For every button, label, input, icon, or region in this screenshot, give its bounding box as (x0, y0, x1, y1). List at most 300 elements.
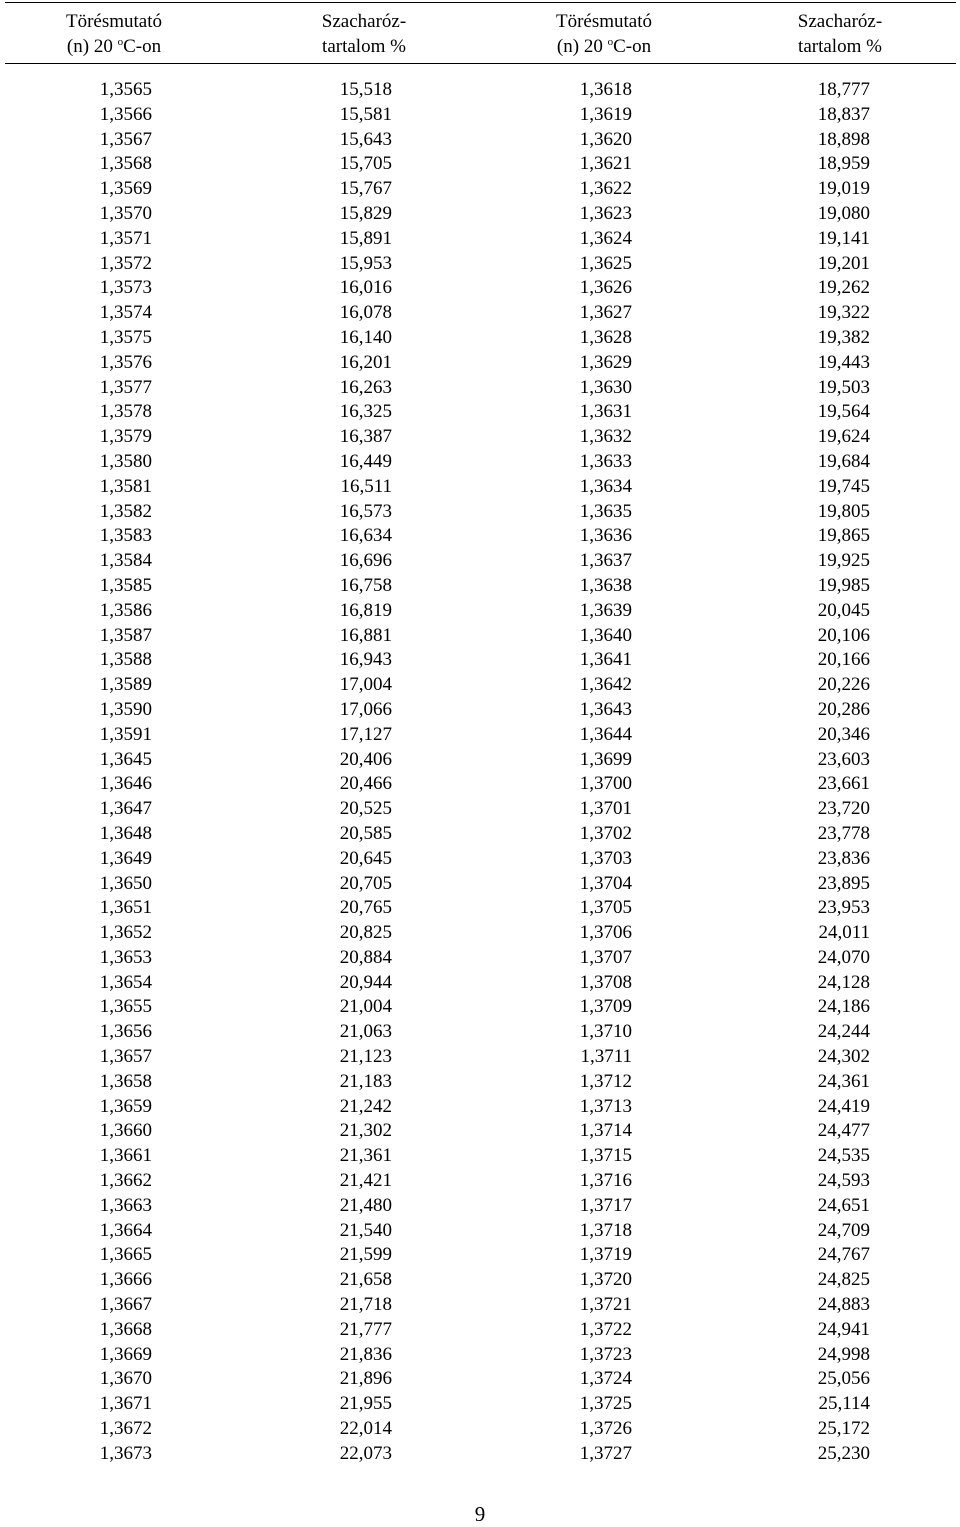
table-row (0, 425, 960, 450)
header-line (514, 34, 694, 59)
table-row (0, 1343, 960, 1368)
refractive-index-cell: 1,3627 (579, 302, 632, 324)
table-row (0, 276, 960, 301)
sucrose-content-cell: 20,045 (817, 599, 870, 621)
sucrose-content-cell: 16,819 (339, 599, 392, 621)
refractive-index-cell: 1,3572 (99, 252, 152, 274)
refractive-index-cell: 1,3652 (99, 922, 152, 944)
sucrose-content-cell: 15,705 (339, 153, 392, 175)
refractive-index-cell: 1,3700 (579, 773, 632, 795)
sucrose-content-cell: 24,070 (817, 946, 870, 968)
sucrose-content-cell: 24,593 (817, 1170, 870, 1192)
sucrose-content-cell: 24,128 (817, 971, 870, 993)
refractive-index-cell: 1,3725 (579, 1393, 632, 1415)
table-row (0, 376, 960, 401)
sucrose-content-cell: 15,581 (339, 103, 392, 125)
refractive-index-cell: 1,3661 (99, 1145, 152, 1167)
sucrose-content-cell: 20,585 (339, 822, 392, 844)
sucrose-content-cell: 16,078 (339, 302, 392, 324)
sucrose-content-cell: 16,449 (339, 450, 392, 472)
sucrose-content-cell: 20,106 (817, 624, 870, 646)
table-row (0, 103, 960, 128)
sucrose-content-cell: 20,166 (817, 649, 870, 671)
sucrose-content-cell: 24,011 (818, 922, 870, 944)
table-row (0, 1442, 960, 1467)
header-text: C-on (613, 36, 652, 57)
refractive-index-cell: 1,3723 (579, 1343, 632, 1365)
refractive-index-cell: 1,3711 (580, 1046, 632, 1068)
refractive-index-cell: 1,3587 (99, 624, 152, 646)
refractive-index-cell: 1,3706 (579, 922, 632, 944)
sucrose-content-cell: 25,172 (817, 1418, 870, 1440)
table-row (0, 475, 960, 500)
refractive-index-cell: 1,3673 (99, 1442, 152, 1464)
sucrose-content-cell: 18,777 (817, 79, 870, 100)
sucrose-content-cell: 24,477 (817, 1120, 870, 1142)
table-row (0, 1268, 960, 1293)
refractive-index-cell: 1,3660 (99, 1120, 152, 1142)
sucrose-content-cell: 21,955 (339, 1393, 392, 1415)
sucrose-content-cell: 16,140 (339, 326, 392, 348)
refractive-index-cell: 1,3653 (99, 946, 152, 968)
table-row (0, 301, 960, 326)
sucrose-content-cell: 18,959 (817, 153, 870, 175)
sucrose-content-cell: 21,836 (339, 1343, 392, 1365)
table-row (0, 1367, 960, 1392)
refractive-index-cell: 1,3588 (99, 649, 152, 671)
sucrose-content-cell: 21,302 (339, 1120, 392, 1142)
table-row (0, 1144, 960, 1169)
sucrose-content-cell: 20,525 (339, 798, 392, 820)
refractive-index-cell: 1,3631 (579, 401, 632, 423)
refractive-index-cell: 1,3718 (579, 1219, 632, 1241)
refractive-index-cell: 1,3659 (99, 1095, 152, 1117)
table-row (0, 227, 960, 252)
sucrose-content-cell: 16,387 (339, 426, 392, 448)
refractive-index-cell: 1,3669 (99, 1343, 152, 1365)
sucrose-content-cell: 25,114 (818, 1393, 870, 1415)
table-row (0, 1095, 960, 1120)
table-row (0, 128, 960, 153)
table-row (0, 152, 960, 177)
sucrose-content-cell: 25,230 (817, 1442, 870, 1464)
header-text: (n) 20 (66, 36, 118, 57)
refractive-index-cell: 1,3628 (579, 326, 632, 348)
table-row (0, 1020, 960, 1045)
refractive-index-cell: 1,3582 (99, 500, 152, 522)
sucrose-content-cell: 16,016 (339, 277, 392, 299)
table-row (0, 599, 960, 624)
refractive-index-cell: 1,3584 (99, 550, 152, 572)
sucrose-content-cell: 19,443 (817, 351, 870, 373)
sucrose-content-cell: 18,898 (817, 128, 870, 150)
sucrose-content-cell: 20,645 (339, 847, 392, 869)
sucrose-content-cell: 24,244 (817, 1021, 870, 1043)
sucrose-content-cell: 21,063 (339, 1021, 392, 1043)
sucrose-content-cell: 21,718 (339, 1294, 392, 1316)
refractive-index-cell: 1,3719 (579, 1244, 632, 1266)
sucrose-content-cell: 23,895 (817, 872, 870, 894)
sucrose-content-cell: 19,985 (817, 574, 870, 596)
header-text: C-on (123, 36, 162, 57)
refractive-index-cell: 1,3649 (99, 847, 152, 869)
sucrose-content-cell: 19,564 (817, 401, 870, 423)
refractive-index-cell: 1,3672 (99, 1418, 152, 1440)
header-line (24, 34, 204, 59)
refractive-index-cell: 1,3647 (99, 798, 152, 820)
sucrose-content-cell: 19,624 (817, 426, 870, 448)
header-line: tartalom % (322, 36, 406, 57)
sucrose-content-cell: 15,767 (339, 178, 392, 200)
refractive-index-cell: 1,3645 (99, 748, 152, 770)
refractive-index-cell: 1,3722 (579, 1318, 632, 1340)
header-bottom-rule (5, 63, 956, 64)
sucrose-content-cell: 19,322 (817, 302, 870, 324)
refractive-index-cell: 1,3703 (579, 847, 632, 869)
refractive-index-cell: 1,3632 (579, 426, 632, 448)
sucrose-content-cell: 20,346 (817, 723, 870, 745)
refractive-index-cell: 1,3654 (99, 971, 152, 993)
sucrose-content-cell: 21,896 (339, 1368, 392, 1390)
refractive-index-cell: 1,3636 (579, 525, 632, 547)
table-row (0, 252, 960, 277)
refractive-index-cell: 1,3639 (579, 599, 632, 621)
refractive-index-cell: 1,3566 (99, 103, 152, 125)
refractive-index-cell: 1,3724 (579, 1368, 632, 1390)
refractive-index-cell: 1,3662 (99, 1170, 152, 1192)
sucrose-content-cell: 21,361 (339, 1145, 392, 1167)
table-row (0, 822, 960, 847)
sucrose-content-cell: 21,421 (339, 1170, 392, 1192)
refractive-index-cell: 1,3707 (579, 946, 632, 968)
degree-superscript: o (117, 36, 124, 48)
refractive-index-cell: 1,3637 (579, 550, 632, 572)
table-row (0, 177, 960, 202)
header-line: tartalom % (798, 36, 882, 57)
refractive-index-cell: 1,3567 (99, 128, 152, 150)
sucrose-content-cell: 16,758 (339, 574, 392, 596)
table-row (0, 326, 960, 351)
sucrose-content-cell: 24,535 (817, 1145, 870, 1167)
sucrose-content-cell: 21,540 (339, 1219, 392, 1241)
sucrose-content-cell: 24,998 (817, 1343, 870, 1365)
sucrose-content-cell: 16,263 (339, 376, 392, 398)
refractive-index-cell: 1,3651 (99, 897, 152, 919)
refractive-index-cell: 1,3619 (579, 103, 632, 125)
refractive-index-cell: 1,3625 (579, 252, 632, 274)
table-top-rule (5, 2, 956, 3)
table-row (0, 524, 960, 549)
sucrose-content-cell: 21,183 (339, 1070, 392, 1092)
sucrose-content-cell: 16,943 (339, 649, 392, 671)
refractive-index-cell: 1,3568 (99, 153, 152, 175)
table-row (0, 1293, 960, 1318)
header-line: Szacharóz- (797, 11, 883, 32)
sucrose-content-cell: 19,201 (817, 252, 870, 274)
sucrose-content-cell: 19,382 (817, 326, 870, 348)
sucrose-content-cell: 15,953 (339, 252, 392, 274)
sucrose-content-cell: 22,014 (339, 1418, 392, 1440)
refractive-index-cell: 1,3634 (579, 475, 632, 497)
refractive-index-cell: 1,3710 (579, 1021, 632, 1043)
table-row (0, 648, 960, 673)
sucrose-content-cell: 24,883 (817, 1294, 870, 1316)
sucrose-content-cell: 20,944 (339, 971, 392, 993)
header-line: Törésmutató (555, 11, 653, 32)
refractive-index-cell: 1,3664 (99, 1219, 152, 1241)
refractive-index-cell: 1,3576 (99, 351, 152, 373)
table-row (0, 549, 960, 574)
sucrose-content-cell: 18,837 (817, 103, 870, 125)
refractive-index-cell: 1,3629 (579, 351, 632, 373)
sucrose-content-cell: 19,684 (817, 450, 870, 472)
sucrose-content-cell: 19,503 (817, 376, 870, 398)
refractive-index-cell: 1,3579 (99, 426, 152, 448)
table-row (0, 723, 960, 748)
table-row (0, 797, 960, 822)
sucrose-content-cell: 19,805 (817, 500, 870, 522)
table-row (0, 351, 960, 376)
table-row (0, 772, 960, 797)
sucrose-content-cell: 21,599 (339, 1244, 392, 1266)
table-row (0, 78, 960, 103)
refractive-index-cell: 1,3727 (579, 1442, 632, 1464)
refractive-index-cell: 1,3699 (579, 748, 632, 770)
sucrose-content-cell: 15,643 (339, 128, 392, 150)
sucrose-content-cell: 20,884 (339, 946, 392, 968)
degree-superscript: o (607, 36, 614, 48)
refractive-index-cell: 1,3665 (99, 1244, 152, 1266)
refractive-index-cell: 1,3726 (579, 1418, 632, 1440)
refractive-index-cell: 1,3585 (99, 574, 152, 596)
refractive-index-cell: 1,3666 (99, 1269, 152, 1291)
sucrose-content-cell: 20,825 (339, 922, 392, 944)
table-row (0, 995, 960, 1020)
refractive-index-cell: 1,3658 (99, 1070, 152, 1092)
refractive-index-cell: 1,3630 (579, 376, 632, 398)
refractive-index-cell: 1,3715 (579, 1145, 632, 1167)
refractive-index-cell: 1,3570 (99, 202, 152, 224)
table-row (0, 1169, 960, 1194)
refractive-index-cell: 1,3708 (579, 971, 632, 993)
sucrose-content-cell: 16,325 (339, 401, 392, 423)
table-row (0, 1243, 960, 1268)
header-sucrose-content-1 (274, 9, 454, 59)
sucrose-content-cell: 21,123 (339, 1046, 392, 1068)
refractive-index-cell: 1,3642 (579, 674, 632, 696)
refractive-index-cell: 1,3577 (99, 376, 152, 398)
sucrose-content-cell: 24,186 (817, 996, 870, 1018)
refractive-index-cell: 1,3721 (579, 1294, 632, 1316)
sucrose-content-cell: 19,865 (817, 525, 870, 547)
sucrose-content-cell: 16,634 (339, 525, 392, 547)
sucrose-content-cell: 17,066 (339, 698, 392, 720)
refractive-index-cell: 1,3720 (579, 1269, 632, 1291)
refractive-index-cell: 1,3622 (579, 178, 632, 200)
refractive-index-cell: 1,3618 (579, 79, 632, 100)
refractive-index-cell: 1,3671 (99, 1393, 152, 1415)
sucrose-content-cell: 20,226 (817, 674, 870, 696)
table-row (0, 921, 960, 946)
table-row (0, 574, 960, 599)
sucrose-content-cell: 20,705 (339, 872, 392, 894)
refractive-index-cell: 1,3643 (579, 698, 632, 720)
table-row (0, 748, 960, 773)
refractive-index-cell: 1,3586 (99, 599, 152, 621)
sucrose-content-cell: 24,767 (817, 1244, 870, 1266)
sucrose-content-cell: 21,777 (339, 1318, 392, 1340)
sucrose-content-cell: 21,658 (339, 1269, 392, 1291)
refractive-index-cell: 1,3705 (579, 897, 632, 919)
header-sucrose-content-2 (750, 9, 930, 59)
refractive-index-cell: 1,3590 (99, 698, 152, 720)
sucrose-content-cell: 15,891 (339, 227, 392, 249)
refractive-index-cell: 1,3646 (99, 773, 152, 795)
sucrose-content-cell: 23,720 (817, 798, 870, 820)
sucrose-content-cell: 20,406 (339, 748, 392, 770)
sucrose-content-cell: 17,004 (339, 674, 392, 696)
sucrose-content-cell: 24,419 (817, 1095, 870, 1117)
sucrose-content-cell: 15,829 (339, 202, 392, 224)
refractive-index-cell: 1,3709 (579, 996, 632, 1018)
sucrose-content-cell: 21,242 (339, 1095, 392, 1117)
refractive-index-cell: 1,3656 (99, 1021, 152, 1043)
refractive-index-cell: 1,3640 (579, 624, 632, 646)
refractive-index-cell: 1,3712 (579, 1070, 632, 1092)
header-refractive-index-2 (514, 9, 694, 59)
refractive-index-cell: 1,3578 (99, 401, 152, 423)
table-row (0, 673, 960, 698)
table-body (0, 78, 960, 1467)
table-row (0, 1070, 960, 1095)
table-row (0, 1219, 960, 1244)
sucrose-content-cell: 17,127 (339, 723, 392, 745)
refractive-index-cell: 1,3589 (99, 674, 152, 696)
sucrose-content-cell: 19,925 (817, 550, 870, 572)
sucrose-content-cell: 16,696 (339, 550, 392, 572)
sucrose-content-cell: 19,745 (817, 475, 870, 497)
sucrose-content-cell: 20,765 (339, 897, 392, 919)
table-row (0, 847, 960, 872)
refractive-index-cell: 1,3713 (579, 1095, 632, 1117)
refractive-index-cell: 1,3648 (99, 822, 152, 844)
sucrose-content-cell: 24,825 (817, 1269, 870, 1291)
sucrose-content-cell: 23,836 (817, 847, 870, 869)
refractive-index-cell: 1,3641 (579, 649, 632, 671)
refractive-index-cell: 1,3626 (579, 277, 632, 299)
refractive-index-cell: 1,3575 (99, 326, 152, 348)
refractive-index-cell: 1,3714 (579, 1120, 632, 1142)
sucrose-content-cell: 19,019 (817, 178, 870, 200)
sucrose-content-cell: 22,073 (339, 1442, 392, 1464)
refractive-index-cell: 1,3668 (99, 1318, 152, 1340)
table-row (0, 1417, 960, 1442)
table-row (0, 624, 960, 649)
refractive-index-cell: 1,3650 (99, 872, 152, 894)
table-row (0, 1045, 960, 1070)
table-row (0, 1119, 960, 1144)
sucrose-content-cell: 21,480 (339, 1194, 392, 1216)
refractive-index-cell: 1,3667 (99, 1294, 152, 1316)
table-row (0, 1392, 960, 1417)
table-row (0, 698, 960, 723)
sucrose-content-cell: 24,361 (817, 1070, 870, 1092)
sucrose-content-cell: 23,661 (817, 773, 870, 795)
table-row (0, 1318, 960, 1343)
refractive-index-cell: 1,3644 (579, 723, 632, 745)
sucrose-content-cell: 16,511 (340, 475, 392, 497)
header-text: (n) 20 (556, 36, 608, 57)
sucrose-content-cell: 23,778 (817, 822, 870, 844)
refractive-index-cell: 1,3663 (99, 1194, 152, 1216)
refractive-index-cell: 1,3571 (99, 227, 152, 249)
refractive-index-cell: 1,3670 (99, 1368, 152, 1390)
refractive-index-cell: 1,3717 (579, 1194, 632, 1216)
table-row (0, 946, 960, 971)
table-row (0, 450, 960, 475)
refractive-index-cell: 1,3638 (579, 574, 632, 596)
sucrose-content-cell: 20,286 (817, 698, 870, 720)
refractive-index-cell: 1,3716 (579, 1170, 632, 1192)
sucrose-content-cell: 16,881 (339, 624, 392, 646)
refractive-index-cell: 1,3569 (99, 178, 152, 200)
sucrose-content-cell: 19,141 (817, 227, 870, 249)
sucrose-content-cell: 24,709 (817, 1219, 870, 1241)
sucrose-content-cell: 25,056 (817, 1368, 870, 1390)
refractive-index-cell: 1,3633 (579, 450, 632, 472)
refractive-index-cell: 1,3565 (99, 79, 152, 100)
table-row (0, 202, 960, 227)
header-refractive-index-1 (24, 9, 204, 59)
refractive-index-cell: 1,3635 (579, 500, 632, 522)
refractive-index-cell: 1,3624 (579, 227, 632, 249)
refractive-index-cell: 1,3581 (99, 475, 152, 497)
sucrose-content-cell: 24,302 (817, 1046, 870, 1068)
header-line: Szacharóz- (321, 11, 407, 32)
refractive-index-cell: 1,3583 (99, 525, 152, 547)
table-row (0, 971, 960, 996)
sucrose-content-cell: 23,603 (817, 748, 870, 770)
header-line: Törésmutató (65, 11, 163, 32)
sucrose-content-cell: 19,080 (817, 202, 870, 224)
table-row (0, 896, 960, 921)
sucrose-content-cell: 23,953 (817, 897, 870, 919)
refractive-index-cell: 1,3620 (579, 128, 632, 150)
refractive-index-cell: 1,3701 (579, 798, 632, 820)
refractive-index-cell: 1,3573 (99, 277, 152, 299)
table-row (0, 500, 960, 525)
table-row (0, 1194, 960, 1219)
sucrose-content-cell: 16,201 (339, 351, 392, 373)
table-row (0, 400, 960, 425)
refractive-index-cell: 1,3704 (579, 872, 632, 894)
refractive-index-cell: 1,3591 (99, 723, 152, 745)
refractive-index-cell: 1,3657 (99, 1046, 152, 1068)
refractive-index-cell: 1,3580 (99, 450, 152, 472)
refractive-index-cell: 1,3621 (579, 153, 632, 175)
sucrose-content-cell: 21,004 (339, 996, 392, 1018)
refractive-index-cell: 1,3702 (579, 822, 632, 844)
refractive-index-cell: 1,3655 (99, 996, 152, 1018)
sucrose-content-cell: 19,262 (817, 277, 870, 299)
table-row (0, 872, 960, 897)
sucrose-content-cell: 24,651 (817, 1194, 870, 1216)
refractive-index-cell: 1,3623 (579, 202, 632, 224)
page-number: 9 (474, 1502, 486, 1526)
sucrose-content-cell: 15,518 (339, 79, 392, 100)
refractive-index-cell: 1,3574 (99, 302, 152, 324)
sucrose-content-cell: 20,466 (339, 773, 392, 795)
